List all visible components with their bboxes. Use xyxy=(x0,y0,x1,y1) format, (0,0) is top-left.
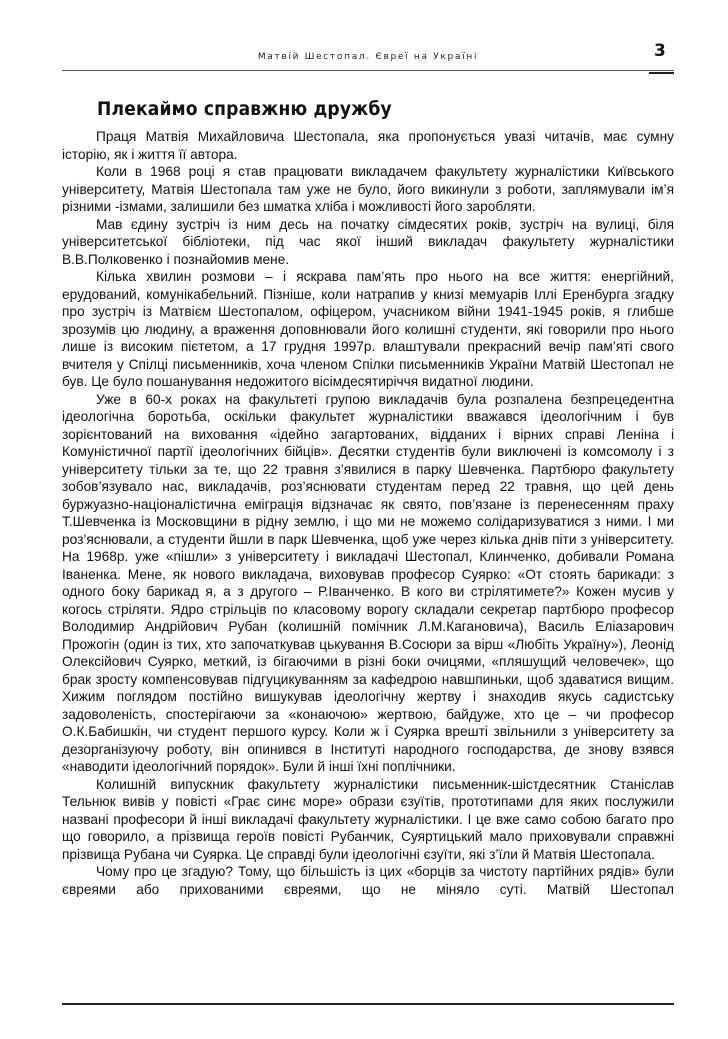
paragraph: Колишній випускник факультету журналістики письменник-шістдесятник Станіслав Тельнюк вивів у повісті «Грає синє море» образи єзуїтів, прототипами для яких послужили названі професори й інші викладачі факультету журналістики. І це вже само собою багато про що говорило, а прізвища героїв повісті Рубанчик, Суяртицький мало приховували справжні прізвища Рубана чи Суярка. Це справді були ідеологічні єзуїти, які з’їли й Матвія Шестопала. xyxy=(62,776,674,862)
page-number-underline xyxy=(649,72,674,74)
paragraph: Мав єдину зустріч із ним десь на початку сімдесятих років, зустріч на вулиці, біля університетської бібліотеки, під час якої інший викладач факультету журналістики В.В.Полковенко і познайомив мене. xyxy=(62,216,674,267)
paragraph: Уже в 60-х роках на факультеті групою викладачів була розпалена безпрецедентна ідеологічна боротьба, оскільки факультет журналістики вважався ідеологічним і був зорієнтований на виховання «ідейно загартованих, відданих і вірних справі Леніна і Комуністичної партії ідеологічних бійців». Десятки студентів були виключені із комсомолу і з університету тільки за те, що 22 травня з’явилися в парку Шевченка. Партбюро факультету зобов’язувало нас, викладачів, роз’яснювати студентам перед 22 травня, що цей день буржуазно-націоналістична еміграція відзначає як свято, пов’язане із перенесенням праху Т.Шевченка із Московщини в рідну землю, і що ми не можемо солідаризуватися з ними. І ми роз’яснювали, а студенти йшли в парк Шевченка, щоб уже через кілька днів піти з університету. На 1968р. уже «пішли» з університету і викладачі Шестопал, Клинченко, добивали Романа Іваненка. Мене, як нового викладача, виховував професор Суярко: «От стоять барикади: з одного боку барикад я, а з другого – Р.Іванченко. В кого ви стрілятимете?» Кожен мусив у когось стріляти. Ядро стрільців по класовому ворогу складали секретар партбюро професор Володимир Андрійович Рубан (колишній помічник Л.М.Кагановича), Василь Еліазарович Прожогін (один із тих, хто започаткував цькування В.Сосюри за вірш «Любіть Україну»), Леонід Олексійович Суярко, меткий, із бігаючими в різні боки очицями, «пляшущий человечек», що брак зросту компенсовував підгуцикуванням за кафедрою навшпиньки, щоб здаватися вищим. Хижим поглядом постійно вишукував ідеологічну жертву і знаходив якусь садистську задоволеність, спостерігаючи за «конаючою» жертвою, байдуже, хто це – чи професор О.К.Бабишкін, чи студент першого курсу. Коли ж і Суярка врешті звільнили з університету за дезорганізуючу роботу, він опинився в Інституті народного господарства, де знову взявся «наводити ідеологічний порядок». Були й інші їхні поплічники. xyxy=(62,391,674,774)
paragraph: Коли в 1968 році я став працювати викладачем факультету журналістики Київського університету, Матвія Шестопала там уже не було, його викинули з роботи, заплямували ім’я різними -ізмами, залишили без шматка хліба і можливості його заробляти. xyxy=(62,164,674,214)
running-head: Матвій Шестопал. Євреї на Україні xyxy=(257,52,479,62)
article-body xyxy=(62,128,674,898)
paragraph: Праця Матвія Михайловича Шестопала, яка пропонується увазі читачів, має сумну історію, як і життя її автора. xyxy=(62,129,674,162)
paragraph: Кілька хвилин розмови – і яскрава пам’ять про нього на все життя: енергійний, ерудований, комунікабельний. Пізніше, коли натрапив у книзі мемуарів Іллі Еренбурга згадку про зустріч із Матвієм Шестопалом, офіцером, учасником війни 1941-1945 років, я глибше зрозумів цю людину, а враження доповнювали його колишні студенти, які говорили про нього лише із високим пієтетом, а 17 грудня 1997р. влаштували прекрасний вечір пам’яті свого вчителя у Спілці письменників, хоча членом Спілки письменників України Матвій Шестопал не був. Це було пошанування недожитого вісімдесятиріччя видатної людини. xyxy=(62,269,674,389)
header-rule xyxy=(62,70,674,71)
page-number: 3 xyxy=(654,41,666,61)
footer-rule xyxy=(62,1003,674,1005)
article-title: Плекаймо справжню дружбу xyxy=(97,98,392,120)
paragraph: Чому про це згадую? Тому, що більшість із цих «борців за чистоту партійних рядів» були євреями або прихованими євреями, що не міняло суті. Матвій Шестопал xyxy=(62,864,674,897)
